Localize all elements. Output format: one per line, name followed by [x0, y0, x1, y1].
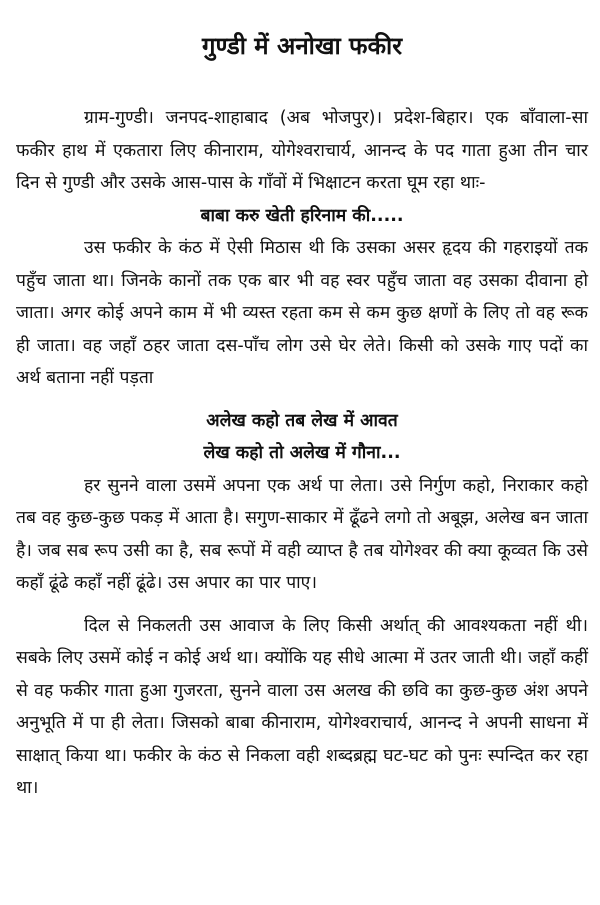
paragraph-3: हर सुनने वाला उसमें अपना एक अर्थ पा लेता। उसे निर्गुण कहो, निराकार कहो तब वह कुछ-कुछ पकड़ में आता है। सगुण-साकार में ढूँढने लगो तो अबूझ, अलेख बन जाता है। जब सब रूप उसी का है, सब रूपों में वही व्याप्त है तब योगेश्वर की क्या कूव्वत कि उसे कहाँ ढूंढे कहाँ नहीं ढूंढे। उस अपार का पार पाए।	[16, 475, 588, 593]
document-page	[16, 28, 588, 805]
paragraph-2: उस फकीर के कंठ में ऐसी मिठास थी कि उसका असर हृदय की गहराइयों तक पहुँच जाता था। जिनके कानों तक एक बार भी वह स्वर पहुँच जाता वह उसका दीवाना हो जाता। अगर कोई अपने काम में भी व्यस्त रहता कम से कम कुछ क्षणों के लिए तो वह रूक ही जाता। वह जहाँ ठहर जाता दस-पाँच लोग उसे घेर लेते। किसी को उसके गाए पदों का अर्थ बताना नहीं पड़ता	[16, 238, 588, 388]
document-title: गुण्डी में अनोखा फकीर	[201, 32, 403, 60]
paragraph-4: दिल से निकलती उस आवाज के लिए किसी अर्थात् की आवश्यकता नहीं थी। सबके लिए उसमें कोई न कोई अर्थ था। क्योंकि यह सीधे आत्मा में उतर जाती थी। जहाँ कहीं से वह फकीर गाता हुआ गुजरता, सुनने वाला उस अलख की छवि का कुछ-कुछ अंश अपने अनुभूति में पा ही लेता। जिसको बाबा कीनाराम, योगेश्वराचार्य, आनन्द ने अपनी साधना में साक्षात् किया था। फकीर के कंठ से निकला वही शब्दब्रह्म घट-घट को पुनः स्पन्दित कर रहा था।	[16, 615, 588, 798]
verse-line-2: अलेख कहो तब लेख में आवत	[206, 410, 398, 431]
verse-line-3: लेख कहो तो अलेख में गौना...	[203, 443, 401, 463]
verse-line-1: बाबा करु खेती हरिनाम की.....	[200, 205, 404, 226]
paragraph-1: ग्राम-गुण्डी। जनपद-शाहाबाद (अब भोजपुर)। प्रदेश-बिहार। एक बाँवाला-सा फकीर हाथ में एकतारा लिए कीनाराम, योगेश्वराचार्य, आनन्द के पद गाता हुआ तीन चार दिन से गुण्डी और उसके आस-पास के गाँवों में भिक्षाटन करता घूम रहा थाः-	[16, 108, 588, 193]
